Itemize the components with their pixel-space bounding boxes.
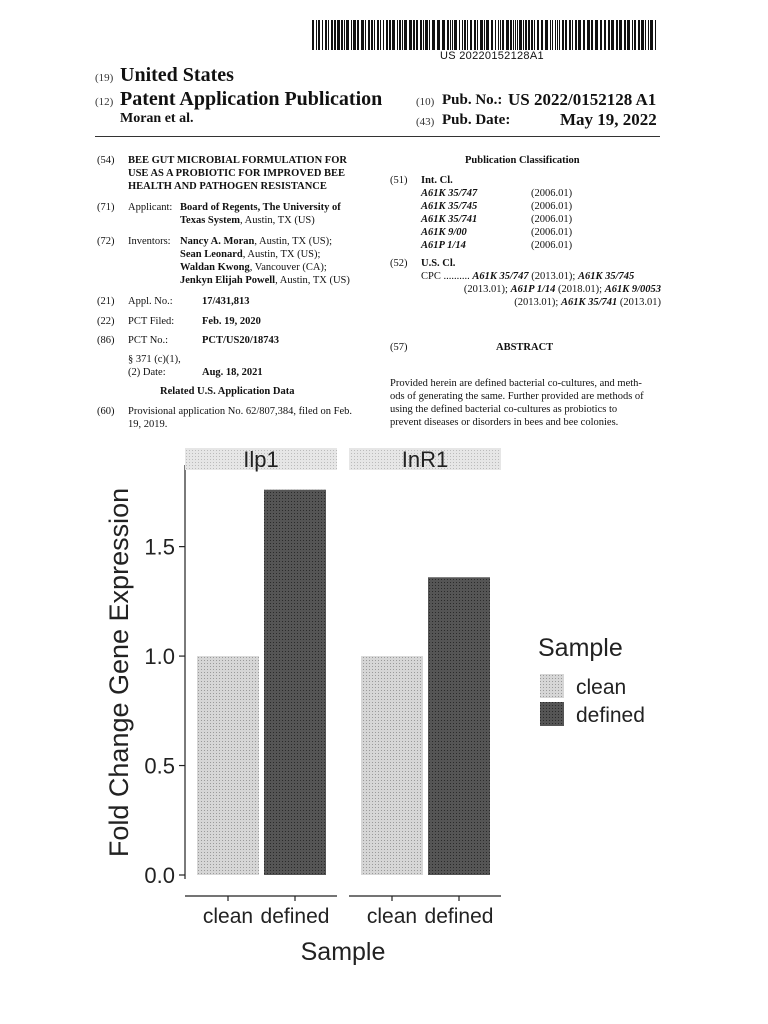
code-12: (12) <box>95 96 114 108</box>
x-tick-label: defined <box>424 905 494 928</box>
inventor <box>180 274 380 287</box>
s371-date: Aug. 18, 2021 <box>202 367 263 378</box>
barcode <box>312 20 660 50</box>
gene-expression-chart <box>0 440 768 1000</box>
applicant <box>180 201 380 227</box>
cpc-code: A61K 35/747 <box>472 271 529 282</box>
legend-label: defined <box>576 704 645 727</box>
inventors-list <box>180 235 380 287</box>
inventors-label: Inventors: <box>128 236 171 247</box>
pub-date-label: Pub. Date: <box>442 112 511 128</box>
inventor-location: , Austin, TX (US) <box>275 275 350 286</box>
bar-defined <box>264 490 326 875</box>
x-axis-title: Sample <box>300 938 386 966</box>
y-axis-title: Fold Change Gene Expression <box>104 487 134 858</box>
abstract-code: (57) <box>390 342 408 353</box>
title-code: (54) <box>97 155 115 166</box>
code-10: (10) <box>416 96 435 108</box>
inventor <box>180 235 380 248</box>
cpc-prefix: CPC .......... <box>421 271 470 282</box>
x-tick-label: clean <box>366 905 418 928</box>
intcl-list <box>421 187 621 252</box>
intcl-code-value: A61K 35/745 <box>421 201 478 212</box>
cpc-version: (2013.01); <box>514 297 559 308</box>
intcl-row <box>421 213 621 226</box>
applicant-code: (71) <box>97 202 115 213</box>
bar-clean <box>197 656 259 875</box>
applicant-name-2: Texas System <box>180 215 240 226</box>
pct-no-code: (86) <box>97 335 115 346</box>
pub-date: May 19, 2022 <box>560 110 657 129</box>
cpc-block <box>421 270 661 309</box>
y-tick-label: 0.0 <box>144 863 175 888</box>
provisional-application <box>128 405 378 431</box>
facet-label: Ilp1 <box>243 447 279 472</box>
bar-defined <box>428 577 490 875</box>
prov-code: (60) <box>97 406 115 417</box>
x-tick-label: clean <box>202 905 254 928</box>
intcl-version: (2006.01) <box>531 240 573 251</box>
pct-filed-code: (22) <box>97 316 115 327</box>
inventor-location: , Austin, TX (US); <box>254 236 333 247</box>
applicant-label: Applicant: <box>128 202 173 213</box>
inventor-location: , Austin, TX (US); <box>242 249 321 260</box>
inventor <box>180 248 380 261</box>
legend-label: clean <box>576 676 627 699</box>
prov-line: 19, 2019. <box>128 419 168 430</box>
abstract-line: prevent diseases or disorders in bees and bee colonies. <box>390 417 619 428</box>
uscl-code: (52) <box>390 258 408 269</box>
prov-line: Provisional application No. 62/807,384, filed on Feb. <box>128 406 352 417</box>
cpc-version: (2013.01); <box>531 271 576 282</box>
appl-label: Appl. No.: <box>128 296 173 307</box>
pct-no-label: PCT No.: <box>128 335 169 346</box>
pct-filed-date: Feb. 19, 2020 <box>202 316 261 327</box>
intcl-code-value: A61K 9/00 <box>421 227 467 238</box>
inventor-name: Nancy A. Moran <box>180 236 255 247</box>
title-line: HEALTH AND PATHOGEN RESISTANCE <box>128 181 327 192</box>
cpc-code: A61P 1/14 <box>510 284 556 295</box>
related-heading: Related U.S. Application Data <box>160 386 295 397</box>
authors: Moran et al. <box>120 111 194 126</box>
abstract-heading: ABSTRACT <box>496 342 554 353</box>
intcl-version: (2006.01) <box>531 201 573 212</box>
legend-title: Sample <box>538 634 623 662</box>
inventor-name: Jenkyn Elijah Powell <box>180 275 276 286</box>
appl-code: (21) <box>97 296 115 307</box>
applicant-location: , Austin, TX (US) <box>240 215 315 226</box>
pub-class-heading: Publication Classification <box>465 155 580 166</box>
pub-type: Patent Application Publication <box>120 88 383 110</box>
s371-label: § 371 (c)(1), <box>128 354 181 365</box>
facet-label: InR1 <box>401 447 449 472</box>
x-tick-label: defined <box>260 905 330 928</box>
cpc-code: A61K 9/0053 <box>604 284 661 295</box>
inventors-code: (72) <box>97 236 115 247</box>
abstract-line: Provided herein are defined bacterial co-cultures, and meth- <box>390 378 642 389</box>
inventor-name: Sean Leonard <box>180 249 243 260</box>
appl-no: 17/431,813 <box>202 296 250 307</box>
intcl-row <box>421 200 621 213</box>
cpc-version: (2018.01); <box>558 284 603 295</box>
chart-root <box>104 447 645 966</box>
inventor-location: , Vancouver (CA); <box>249 262 327 273</box>
applicant-name: Board of Regents, The University of <box>180 202 341 213</box>
abstract-text <box>390 377 662 429</box>
abstract-line: ods of generating the same. Further provided are methods of <box>390 391 644 402</box>
intcl-row <box>421 187 621 200</box>
pub-no-label: Pub. No.: <box>442 92 503 108</box>
code-43: (43) <box>416 116 435 128</box>
intcl-code: (51) <box>390 175 408 186</box>
y-tick-label: 1.0 <box>144 644 175 670</box>
cpc-version: (2013.01); <box>463 284 508 295</box>
intcl-code-value: A61P 1/14 <box>421 240 466 251</box>
intcl-label: Int. Cl. <box>421 175 453 186</box>
intcl-row <box>421 226 621 239</box>
header-rule <box>95 136 660 137</box>
y-tick-label: 1.5 <box>144 534 175 560</box>
bar-clean <box>361 656 423 875</box>
abstract-line: using the defined bacterial co-cultures as probiotics to <box>390 404 618 415</box>
y-tick-label: 0.5 <box>144 753 175 779</box>
country: United States <box>120 64 234 86</box>
pct-filed-label: PCT Filed: <box>128 316 175 327</box>
pub-no: US 2022/0152128 A1 <box>508 90 657 109</box>
barcode-gap <box>656 20 657 50</box>
title-line: USE AS A PROBIOTIC FOR IMPROVED BEE <box>128 168 346 179</box>
inventor-name: Waldan Kwong <box>180 262 250 273</box>
barcode-text: US 20220152128A1 <box>440 50 544 62</box>
intcl-version: (2006.01) <box>531 227 573 238</box>
legend-swatch-clean <box>540 674 564 698</box>
cpc-code: A61K 35/745 <box>577 271 635 282</box>
code-19: (19) <box>95 72 114 84</box>
uscl-label: U.S. Cl. <box>421 258 456 269</box>
cpc-version: (2013.01) <box>619 297 661 308</box>
intcl-code-value: A61K 35/747 <box>421 188 478 199</box>
inventor <box>180 261 380 274</box>
intcl-code-value: A61K 35/741 <box>421 214 478 225</box>
legend-swatch-defined <box>540 702 564 726</box>
s371-date-label: (2) Date: <box>128 367 166 378</box>
invention-title <box>128 154 378 193</box>
intcl-version: (2006.01) <box>531 188 573 199</box>
pct-no: PCT/US20/18743 <box>202 335 280 346</box>
title-line: BEE GUT MICROBIAL FORMULATION FOR <box>128 155 347 166</box>
intcl-version: (2006.01) <box>531 214 573 225</box>
intcl-row <box>421 239 621 252</box>
cpc-code: A61K 35/741 <box>560 297 618 308</box>
